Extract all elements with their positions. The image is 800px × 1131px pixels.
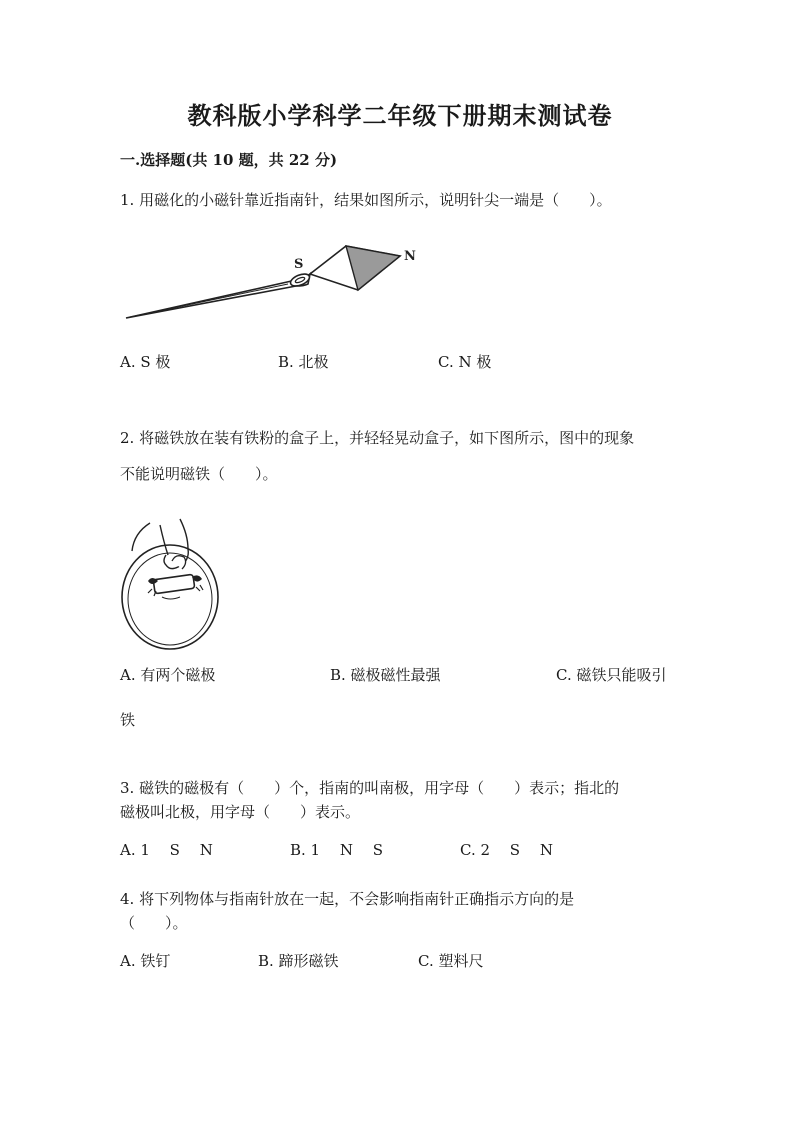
box-outline <box>122 545 218 649</box>
question-4-option-c[interactable]: C. 塑料尺 <box>418 952 484 970</box>
page-title: 教科版小学科学二年级下册期末测试卷 <box>187 101 613 130</box>
question-1-option-c[interactable]: C. N 极 <box>438 353 492 371</box>
question-2-text-line-1: 2. 将磁铁放在装有铁粉的盒子上，并轻轻晃动盒子，如下图所示，图中的现象 <box>120 429 635 447</box>
question-2-option-c-wrap: 铁 <box>120 711 136 729</box>
magnet-box-figure <box>118 515 230 661</box>
label-n: N <box>404 249 416 264</box>
question-2-option-b[interactable]: B. 磁极磁性最强 <box>330 666 441 684</box>
question-4-text-line-2: （ ）。 <box>120 914 188 932</box>
needle-shape <box>126 274 310 318</box>
question-3-text-line-2: 磁极叫北极，用字母（ ）表示。 <box>120 803 361 821</box>
question-1-option-a[interactable]: A. S 极 <box>120 353 171 371</box>
question-1-option-b[interactable]: B. 北极 <box>278 353 329 371</box>
question-3-option-a[interactable]: A. 1 S N <box>120 841 213 859</box>
question-2-option-c[interactable]: C. 磁铁只能吸引 <box>556 666 667 684</box>
question-4-option-b[interactable]: B. 蹄形磁铁 <box>258 952 339 970</box>
magnetized-needle-figure <box>118 238 428 328</box>
question-4-text-line-1: 4. 将下列物体与指南针放在一起，不会影响指南针正确指示方向的是 <box>120 890 575 908</box>
section-heading: 一.选择题(共 10 题，共 22 分) <box>120 151 338 169</box>
needle-eye <box>289 272 311 289</box>
question-3-text-line-1: 3. 磁铁的磁极有（ ）个，指南的叫南极，用字母（ ）表示；指北的 <box>120 779 620 797</box>
question-3-option-b[interactable]: B. 1 N S <box>290 841 384 859</box>
label-s: S <box>294 257 304 272</box>
question-4-option-a[interactable]: A. 铁钉 <box>120 952 171 970</box>
question-3-option-c[interactable]: C. 2 S N <box>460 841 553 859</box>
magnet-shape <box>153 574 195 593</box>
question-2-text-line-2: 不能说明磁铁（ ）。 <box>120 465 278 483</box>
question-2-option-a[interactable]: A. 有两个磁极 <box>120 666 216 684</box>
question-1-text: 1. 用磁化的小磁针靠近指南针，结果如图所示，说明针尖一端是（ ）。 <box>120 191 612 209</box>
